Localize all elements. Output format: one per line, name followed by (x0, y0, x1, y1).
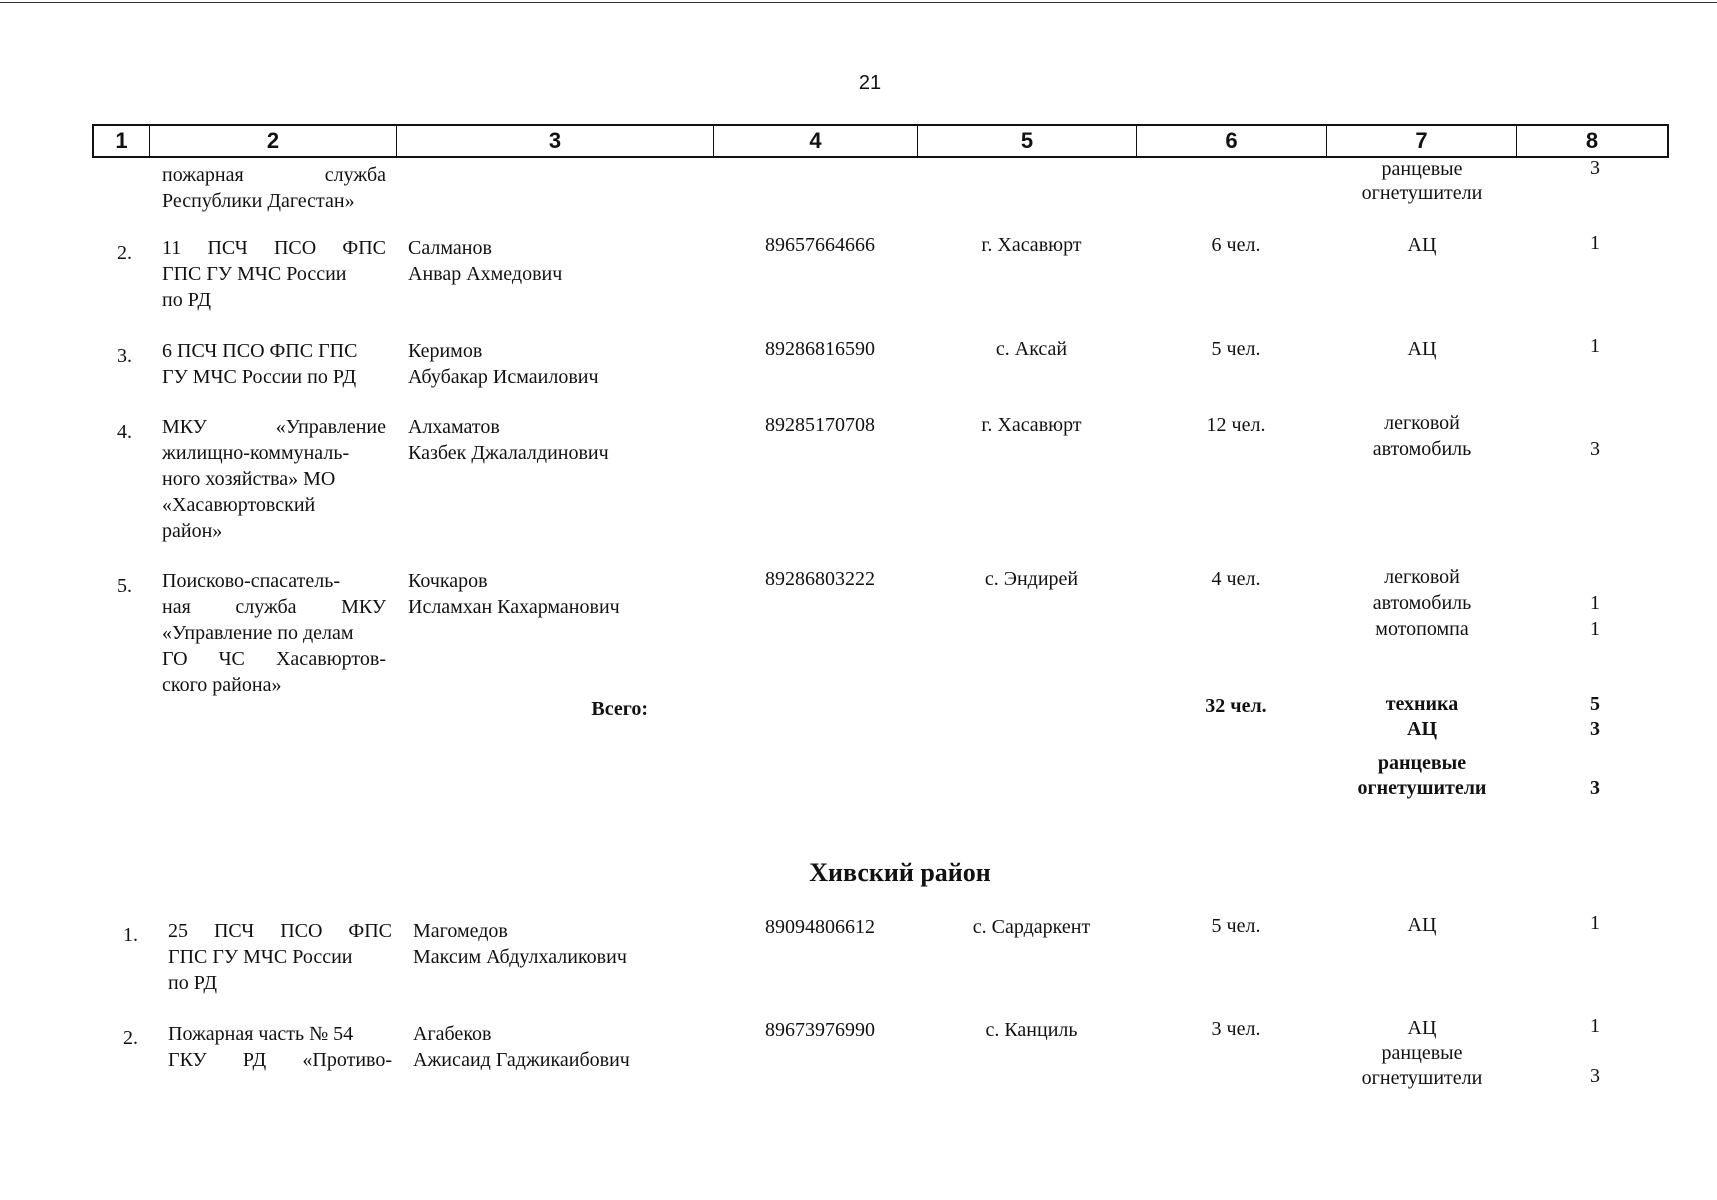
total-item-name: огнетушители (1357, 777, 1487, 799)
header-col-8: 8 (1585, 128, 1599, 153)
staff-cell: 5 чел. (1211, 338, 1261, 360)
org-line: ГО ЧС Хасавюртов- (162, 648, 386, 670)
person-line: Анвар Ахмедович (408, 263, 563, 285)
row-number: 3. (117, 345, 132, 367)
phone-cell: 89673976990 (765, 1019, 875, 1041)
org-line: ГУ МЧС России по РД (162, 366, 357, 388)
equip-line: АЦ (1407, 234, 1437, 256)
header-col-1: 1 (94, 126, 150, 156)
header-col-2: 2 (150, 126, 397, 156)
total-item-qty: 3 (1590, 777, 1600, 799)
org-line: «Управление по делам (162, 622, 354, 644)
qty-value: 1 (1590, 912, 1600, 934)
person-line: Магомедов (413, 920, 508, 942)
table-header-row (92, 124, 1669, 158)
equip-line: автомобиль (1372, 592, 1472, 614)
org-line: ного хозяйства» МО (162, 468, 336, 490)
person-line: Керимов (408, 340, 483, 362)
org-line: жилищно-коммуналь- (162, 442, 350, 464)
org-line: «Хасавюртовский (162, 494, 316, 516)
org-line: Поисково-спасатель- (162, 570, 341, 592)
org-cell (162, 235, 386, 261)
phone-cell: 89286803222 (765, 568, 875, 590)
page-number: 21 (858, 72, 882, 94)
qty-value: 1 (1590, 1015, 1600, 1037)
place-cell: с. Сардаркент (972, 916, 1091, 938)
org-line: пожарная служба (162, 164, 386, 186)
qty-value: 1 (1590, 618, 1600, 640)
header-col-3: 3 (397, 126, 714, 156)
qty-value: 3 (1590, 438, 1600, 460)
qty-value: 1 (1590, 335, 1600, 357)
person-line: Кочкаров (408, 570, 488, 592)
staff-cell: 5 чел. (1211, 915, 1261, 937)
staff-cell: 4 чел. (1211, 568, 1261, 590)
org-line: МКУ «Управление (162, 416, 386, 438)
person-line: Алхаматов (408, 416, 500, 438)
org-line: 11 ПСЧ ПСО ФПС (162, 237, 386, 259)
phone-cell: 89657664666 (765, 234, 875, 256)
equip-line: автомобиль (1372, 438, 1472, 460)
total-staff: 32 чел. (1205, 695, 1267, 717)
person-line: Агабеков (413, 1023, 492, 1045)
equip-line: легковой (1384, 412, 1460, 434)
person-line: Ажисаид Гаджикаибович (413, 1049, 630, 1071)
header-col-5: 5 (918, 126, 1137, 156)
person-line: Максим Абдулхаликович (413, 946, 627, 968)
qty-value: 1 (1590, 592, 1600, 614)
row-number: 1. (123, 924, 138, 946)
org-line: 25 ПСЧ ПСО ФПС (168, 920, 392, 942)
staff-cell: 3 чел. (1211, 1018, 1261, 1040)
person-line: Казбек Джалалдинович (408, 442, 609, 464)
header-col-7: 7 (1327, 126, 1517, 156)
header-col-6: 6 (1137, 126, 1327, 156)
equip-line: АЦ (1407, 914, 1437, 936)
phone-cell: 89094806612 (765, 916, 875, 938)
place-cell: г. Хасавюрт (981, 234, 1082, 256)
total-item-name: техника (1385, 693, 1459, 715)
person-line: Салманов (408, 237, 492, 259)
row-number: 2. (117, 242, 132, 264)
equip-line: огнетушители (1361, 182, 1483, 204)
total-label: Всего: (591, 698, 648, 720)
place-cell: с. Канциль (985, 1019, 1078, 1041)
org-line: ГКУ РД «Противо- (168, 1049, 392, 1071)
total-item-name: ранцевые (1377, 752, 1467, 774)
qty-value: 3 (1590, 1065, 1600, 1087)
staff-cell: 12 чел. (1206, 414, 1266, 436)
row-number: 5. (117, 575, 132, 597)
equip-line: ранцевые (1381, 158, 1463, 180)
place-cell: с. Эндирей (984, 568, 1079, 590)
equip-line: АЦ (1407, 1017, 1437, 1039)
qty-value: 3 (1590, 157, 1600, 179)
org-line: по РД (168, 972, 217, 994)
org-line: ского района» (162, 674, 282, 696)
equip-line: АЦ (1407, 338, 1437, 360)
district-title: Хивский район (809, 858, 991, 887)
org-line: район» (162, 520, 223, 542)
scan-edge-line (0, 2, 1717, 3)
org-line: ная служба МКУ (162, 596, 386, 618)
phone-cell: 89285170708 (765, 414, 875, 436)
org-line: ГПС ГУ МЧС России (168, 946, 353, 968)
org-line: по РД (162, 289, 211, 311)
total-item-name: АЦ (1407, 718, 1437, 740)
row-number: 2. (123, 1027, 138, 1049)
equip-line: легковой (1384, 566, 1460, 588)
person-line: Абубакар Исмаилович (408, 366, 599, 388)
total-item-qty: 5 (1590, 693, 1600, 715)
org-line: Пожарная часть № 54 (168, 1023, 354, 1045)
staff-cell: 6 чел. (1211, 234, 1261, 256)
total-item-qty: 3 (1590, 718, 1600, 740)
qty-value: 1 (1590, 232, 1600, 254)
place-cell: г. Хасавюрт (981, 414, 1082, 436)
place-cell: с. Аксай (995, 338, 1068, 360)
equip-line: огнетушители (1361, 1067, 1483, 1089)
header-col-4: 4 (714, 126, 918, 156)
org-line: Республики Дагестан» (162, 190, 355, 212)
row-number: 4. (117, 421, 132, 443)
org-line: 6 ПСЧ ПСО ФПС ГПС (162, 340, 358, 362)
equip-line: мотопомпа (1375, 618, 1469, 640)
person-line: Исламхан Кахарманович (408, 596, 620, 618)
phone-cell: 89286816590 (765, 338, 875, 360)
equip-line: ранцевые (1381, 1042, 1463, 1064)
org-line: ГПС ГУ МЧС России (162, 263, 347, 285)
